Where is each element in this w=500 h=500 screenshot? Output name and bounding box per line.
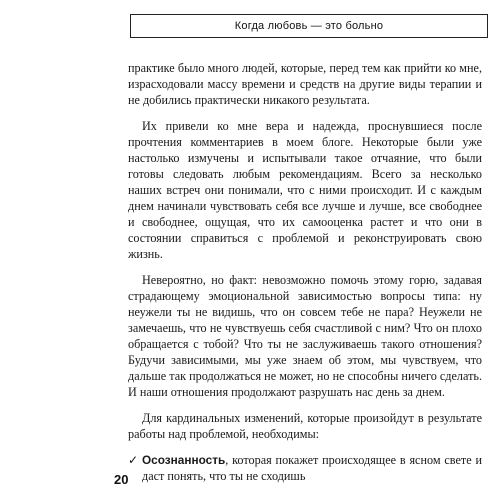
checklist-item-text (142, 452, 482, 484)
checklist-term: Осознанность (142, 453, 226, 467)
paragraph-2: Их привели ко мне вера и надежда, проснувшиеся после прочтения комментариев в моем блоге. Некоторые были уже настолько измучены и испытывали такое отчаяние, что были готовы следовать любым рекомендациям. Всего за несколько наших встреч они понимали, что с ними происходит. И с каждым днем начинали чувствовать себя все лучше и лучше, все свободнее и свободнее, ощущая, что их самооценка растет и что они в состоянии справиться с проблемой и реконструировать свою жизнь. (128, 119, 482, 261)
page-number: 20 (114, 472, 129, 487)
book-title: Когда любовь — это больно (234, 20, 384, 32)
paragraph-3: Невероятно, но факт: невозможно помочь этому горю, задавая страдающему эмоциональной зависимостью вопросы типа: ну неужели ты не видишь, что он совсем тебе не пара? Неужели не замечаешь, что не чувствуешь себя счастливой с ним? Что он плохо обращается с тобой? Что ты не заслуживаешь такого отношения? Будучи зависимыми, мы уже знаем об этом, мы чувствуем, что дальше так продолжаться не может, но не способны ничего сделать. И наши отношения продолжают разрушать нас день за днем. (128, 273, 482, 399)
checklist-description: , которая покажет происходящее в ясном свете и даст понять, что ты не сходишь (142, 453, 482, 483)
paragraph-4: Для кардинальных изменений, которые произойдут в результате работы над проблемой, необходимы: (128, 411, 482, 441)
page-body (128, 60, 482, 484)
checkmark-icon: ✓ (128, 453, 139, 467)
checklist-item (128, 452, 482, 484)
running-header (130, 14, 488, 38)
paragraph-1: практике было много людей, которые, перед тем как прийти ко мне, израсходовали массу времени и средств на другие виды терапии и не добились практически никакого результата. (128, 61, 482, 107)
